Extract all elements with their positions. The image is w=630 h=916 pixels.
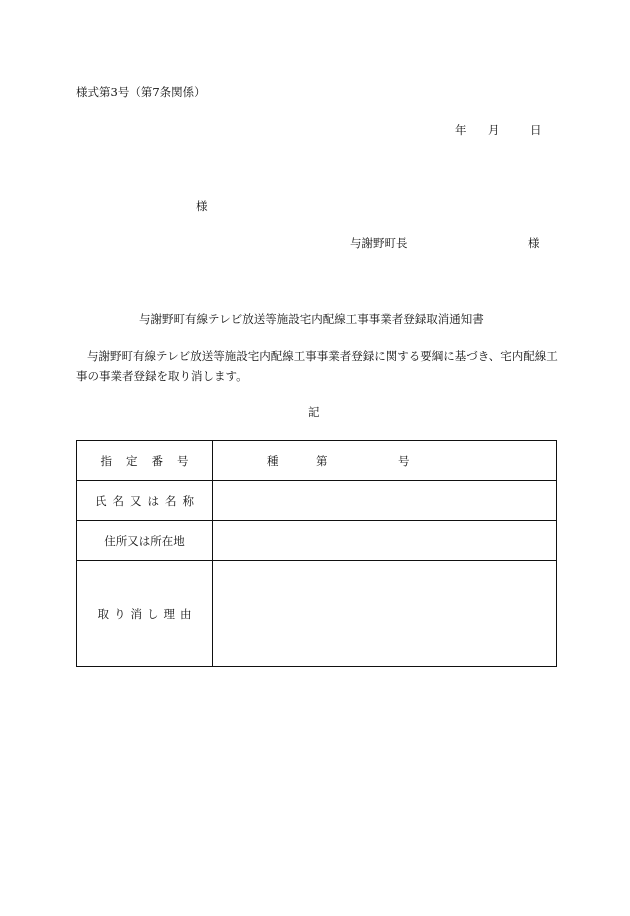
designation-dai-label: 第 [316, 454, 328, 468]
form-number: 様式第3号（第7条関係） [76, 85, 206, 99]
designation-label-cell [77, 441, 213, 481]
address-value-cell [213, 521, 557, 561]
date-day-label: 日 [530, 123, 542, 137]
name-label-cell [77, 481, 213, 521]
reason-label-cell [77, 561, 213, 667]
designation-label: 指定番号 [100, 453, 203, 468]
ki-label: 記 [308, 405, 320, 419]
reason-value-cell [213, 561, 557, 667]
document-title: 与謝野町有線テレビ放送等施設宅内配線工事事業者登録取消通知書 [139, 312, 484, 326]
table-row-designation [77, 441, 557, 481]
table-row-name [77, 481, 557, 521]
recipient-honorific: 様 [196, 199, 208, 213]
date-line [455, 122, 542, 138]
reason-label: 取り消し理由 [97, 606, 197, 621]
address-label: 住所又は所在地 [104, 533, 185, 548]
date-month-label: 月 [488, 123, 500, 137]
designation-value-cell [213, 441, 557, 481]
record-table [76, 440, 557, 667]
name-value-cell [213, 481, 557, 521]
table-row-reason [77, 561, 557, 667]
sender-name: 与謝野町長 [350, 236, 408, 250]
address-label-cell [77, 521, 213, 561]
body-text: 与謝野町有線テレビ放送等施設宅内配線工事事業者登録に関する要綱に基づき、宅内配線工事の事業者登録を取り消します。 [76, 349, 558, 383]
designation-type-label: 種 [267, 454, 279, 468]
date-year-label: 年 [455, 123, 467, 137]
designation-value [213, 441, 556, 480]
table-row-address [77, 521, 557, 561]
sender-honorific: 様 [528, 236, 540, 250]
designation-go-label: 号 [398, 454, 410, 468]
name-label: 氏名又は名称 [95, 493, 200, 508]
